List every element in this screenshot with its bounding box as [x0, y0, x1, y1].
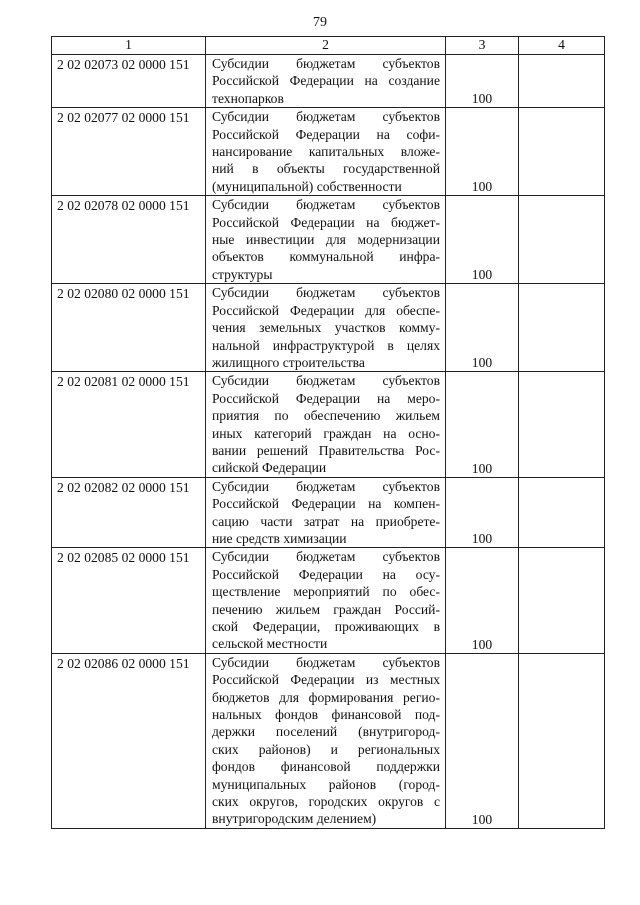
value-cell	[446, 653, 519, 828]
description-line: Субсидии бюджетам субъектов	[212, 285, 440, 301]
table-row	[52, 284, 605, 372]
value-cell	[446, 284, 519, 372]
column-4-cell	[519, 653, 605, 828]
description-line: ской Федерации, проживающих в	[212, 619, 440, 634]
description-line: нальной инфраструктурой в целях	[212, 337, 440, 353]
column-4-cell	[519, 372, 605, 477]
budget-code-cell: 2 02 02081 02 0000 151	[52, 372, 206, 477]
table-row	[52, 108, 605, 196]
value-text: 100	[471, 355, 493, 371]
column-4-cell	[519, 55, 605, 108]
description-line: Российской Федерации на меро-	[212, 390, 440, 406]
description-line: иных категорий граждан на осно-	[212, 425, 440, 441]
description-line: Российской Федерации для обеспе-	[212, 302, 440, 318]
description-line: Российской Федерации на бюджет-	[212, 214, 440, 230]
budget-code-cell: 2 02 02085 02 0000 151	[52, 548, 206, 653]
column-4-cell	[519, 196, 605, 284]
description-line: Субсидии бюджетам субъектов	[212, 478, 440, 494]
description-line: сийской Федерации	[212, 460, 327, 476]
budget-codes-table	[51, 36, 605, 829]
description-line: ских районов) и региональных	[212, 741, 440, 757]
description-line: Российской Федерации на создание	[212, 73, 440, 89]
value-text: 100	[471, 91, 493, 107]
description-line: муниципальных районов (город-	[212, 776, 440, 792]
description-cell	[206, 284, 446, 372]
table-row	[52, 653, 605, 828]
table-body	[52, 55, 605, 829]
table-row	[52, 196, 605, 284]
description-cell	[206, 477, 446, 548]
description-line: печению жильем граждан Россий-	[212, 601, 440, 617]
budget-code-cell: 2 02 02077 02 0000 151	[52, 108, 206, 196]
column-header-1: 1	[52, 37, 206, 55]
value-text: 100	[471, 811, 493, 827]
description-line: бюджетов для формирования регио-	[212, 689, 440, 705]
budget-code-cell: 2 02 02082 02 0000 151	[52, 477, 206, 548]
table-row	[52, 548, 605, 653]
table-row	[52, 55, 605, 108]
description-line: Российской Федерации на осу-	[212, 566, 440, 582]
value-cell	[446, 548, 519, 653]
value-text: 100	[471, 179, 493, 195]
column-header-2: 2	[206, 37, 446, 55]
description-line: ние средств химизации	[212, 530, 347, 546]
table-row	[52, 372, 605, 477]
column-4-cell	[519, 477, 605, 548]
description-line: технопарков	[212, 90, 284, 106]
description-line: объектов коммунальной инфра-	[212, 249, 440, 265]
column-4-cell	[519, 548, 605, 653]
description-line: нансирование капитальных вложе-	[212, 144, 440, 160]
page-number: 79	[313, 15, 327, 30]
description-line: ских округов, городских округов с	[212, 794, 440, 810]
description-line: ные инвестиции для модернизации	[212, 232, 440, 248]
description-line: Российской Федерации на софи-	[212, 126, 440, 142]
description-line: Российской Федерации на компен-	[212, 496, 440, 512]
value-cell	[446, 372, 519, 477]
value-text: 100	[471, 267, 493, 283]
value-text: 100	[471, 460, 493, 476]
table-row	[52, 477, 605, 548]
description-line: ний в объекты государственной	[212, 161, 440, 177]
description-line: ществление мероприятий по обес-	[212, 584, 440, 600]
description-line: нальных фондов финансовой под-	[212, 707, 440, 723]
budget-code-cell: 2 02 02086 02 0000 151	[52, 653, 206, 828]
description-line: вании решений Правительства Рос-	[212, 442, 440, 458]
value-cell	[446, 196, 519, 284]
description-line: жилищного строительства	[212, 354, 365, 370]
column-header-3: 3	[446, 37, 519, 55]
value-text: 100	[471, 531, 493, 547]
description-line: сельской местности	[212, 636, 328, 652]
description-cell	[206, 55, 446, 108]
value-cell	[446, 477, 519, 548]
description-line: Российской Федерации из местных	[212, 672, 440, 688]
column-4-cell	[519, 108, 605, 196]
description-line: Субсидии бюджетам субъектов	[212, 373, 440, 389]
description-line: Субсидии бюджетам субъектов	[212, 109, 440, 125]
description-line: (муниципальной) собственности	[212, 178, 402, 194]
table-header-row	[52, 37, 605, 55]
description-cell	[206, 196, 446, 284]
description-line: фондов финансовой поддержки	[212, 759, 440, 775]
description-line: Субсидии бюджетам субъектов	[212, 549, 440, 565]
budget-code-cell: 2 02 02080 02 0000 151	[52, 284, 206, 372]
budget-code-cell: 2 02 02078 02 0000 151	[52, 196, 206, 284]
description-line: Субсидии бюджетам субъектов	[212, 197, 440, 213]
value-cell	[446, 55, 519, 108]
description-line: внутригородским делением)	[212, 811, 377, 827]
description-line: Субсидии бюджетам субъектов	[212, 654, 440, 670]
description-cell	[206, 653, 446, 828]
description-line: приятия по обеспечению жильем	[212, 408, 440, 424]
description-line: Субсидии бюджетам субъектов	[212, 56, 440, 71]
description-line: сацию части затрат на приобрете-	[212, 513, 440, 529]
description-cell	[206, 108, 446, 196]
column-header-4: 4	[519, 37, 605, 55]
description-cell	[206, 548, 446, 653]
description-line: структуры	[212, 266, 273, 282]
description-line: чения земельных участков комму-	[212, 320, 440, 336]
budget-code-cell: 2 02 02073 02 0000 151	[52, 55, 206, 108]
column-4-cell	[519, 284, 605, 372]
description-line: держки поселений (внутригород-	[212, 724, 440, 740]
value-text: 100	[471, 636, 493, 652]
description-cell	[206, 372, 446, 477]
value-cell	[446, 108, 519, 196]
